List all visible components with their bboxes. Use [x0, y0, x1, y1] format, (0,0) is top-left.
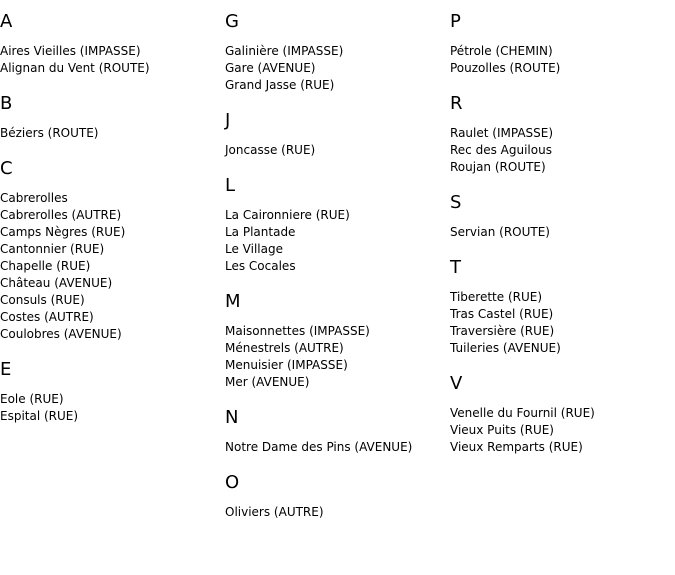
letter-heading: C: [0, 158, 13, 179]
street-link[interactable]: Les Cocales: [225, 259, 296, 273]
street-link[interactable]: Ménestrels (AUTRE): [225, 341, 344, 355]
letter-heading: L: [225, 175, 236, 196]
street-link[interactable]: Eole (RUE): [0, 392, 64, 406]
street-link[interactable]: Pétrole (CHEMIN): [450, 44, 553, 58]
letter-group: [0, 359, 220, 425]
street-list: [225, 504, 445, 521]
letter-group: [450, 11, 670, 77]
street-link[interactable]: Costes (AUTRE): [0, 310, 94, 324]
street-list: [450, 125, 670, 176]
street-link[interactable]: Grand Jasse (RUE): [225, 78, 335, 92]
street-link[interactable]: La Plantade: [225, 225, 296, 239]
street-list: [450, 224, 670, 241]
street-link[interactable]: La Caironniere (RUE): [225, 208, 350, 222]
column-3: [450, 11, 670, 472]
street-link[interactable]: Roujan (ROUTE): [450, 160, 546, 174]
street-list: [450, 405, 670, 456]
street-link[interactable]: Camps Nègres (RUE): [0, 225, 126, 239]
letter-group: [225, 175, 445, 275]
street-link[interactable]: Traversière (RUE): [450, 324, 555, 338]
street-link[interactable]: Tras Castel (RUE): [450, 307, 554, 321]
street-list: [0, 190, 220, 343]
street-list: [450, 289, 670, 357]
street-list: [225, 439, 445, 456]
letter-heading: A: [0, 11, 13, 32]
letter-group: [225, 110, 445, 159]
street-link[interactable]: Alignan du Vent (ROUTE): [0, 61, 150, 75]
street-link[interactable]: Château (AVENUE): [0, 276, 113, 290]
letter-heading: G: [225, 11, 239, 32]
street-link[interactable]: Rec des Aguilous: [450, 143, 552, 157]
letter-heading: R: [450, 93, 463, 114]
letter-heading: E: [0, 359, 12, 380]
letter-heading: M: [225, 291, 241, 312]
letter-group: [225, 11, 445, 94]
letter-heading: T: [450, 257, 461, 278]
street-link[interactable]: Pouzolles (ROUTE): [450, 61, 561, 75]
letter-group: [225, 291, 445, 391]
letter-group: [450, 93, 670, 176]
street-link[interactable]: Mer (AVENUE): [225, 375, 310, 389]
street-link[interactable]: Galinière (IMPASSE): [225, 44, 344, 58]
street-link[interactable]: Cabrerolles (AUTRE): [0, 208, 122, 222]
street-link[interactable]: Vieux Remparts (RUE): [450, 440, 583, 454]
letter-heading: V: [450, 373, 463, 394]
street-link[interactable]: Servian (ROUTE): [450, 225, 550, 239]
street-link[interactable]: Notre Dame des Pins (AVENUE): [225, 440, 413, 454]
street-list: [225, 142, 445, 159]
street-link[interactable]: Gare (AVENUE): [225, 61, 316, 75]
street-link[interactable]: Cabrerolles: [0, 191, 68, 205]
street-link[interactable]: Menuisier (IMPASSE): [225, 358, 348, 372]
letter-heading: P: [450, 11, 461, 32]
letter-group: [0, 158, 220, 343]
letter-heading: B: [0, 93, 13, 114]
street-link[interactable]: Chapelle (RUE): [0, 259, 91, 273]
column-1: [0, 11, 220, 441]
street-link[interactable]: Tiberette (RUE): [450, 290, 543, 304]
letter-group: [450, 192, 670, 241]
street-list: [225, 43, 445, 94]
street-link[interactable]: Aires Vieilles (IMPASSE): [0, 44, 141, 58]
street-link[interactable]: Raulet (IMPASSE): [450, 126, 554, 140]
street-link[interactable]: Maisonnettes (IMPASSE): [225, 324, 370, 338]
letter-heading: N: [225, 407, 239, 428]
street-list: [450, 43, 670, 77]
letter-group: [450, 257, 670, 357]
street-list: [0, 125, 220, 142]
street-link[interactable]: Venelle du Fournil (RUE): [450, 406, 595, 420]
letter-group: [450, 373, 670, 456]
street-link[interactable]: Tuileries (AVENUE): [450, 341, 561, 355]
letter-group: [225, 472, 445, 521]
column-2: [225, 11, 445, 537]
letter-group: [0, 11, 220, 77]
letter-heading: S: [450, 192, 462, 213]
street-list: [225, 323, 445, 391]
street-link[interactable]: Le Village: [225, 242, 283, 256]
street-link[interactable]: Consuls (RUE): [0, 293, 85, 307]
street-link[interactable]: Joncasse (RUE): [225, 143, 316, 157]
street-list: [0, 43, 220, 77]
street-link[interactable]: Oliviers (AUTRE): [225, 505, 324, 519]
street-link[interactable]: Vieux Puits (RUE): [450, 423, 554, 437]
street-link[interactable]: Espital (RUE): [0, 409, 79, 423]
letter-heading: J: [225, 110, 231, 131]
street-list: [225, 207, 445, 275]
street-link[interactable]: Cantonnier (RUE): [0, 242, 105, 256]
street-link[interactable]: Coulobres (AVENUE): [0, 327, 122, 341]
letter-group: [225, 407, 445, 456]
street-link[interactable]: Béziers (ROUTE): [0, 126, 99, 140]
letter-group: [0, 93, 220, 142]
street-list: [0, 391, 220, 425]
letter-heading: O: [225, 472, 240, 493]
